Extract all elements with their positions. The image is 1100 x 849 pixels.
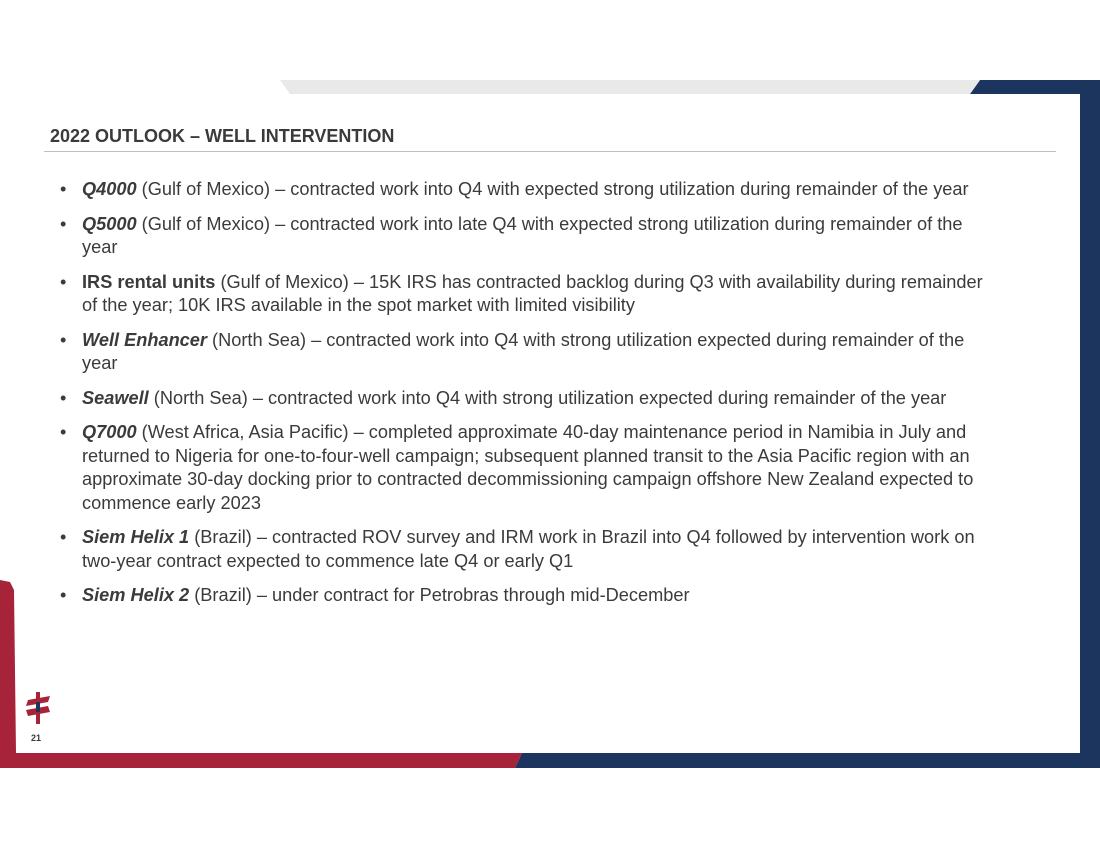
bullet-text: (Brazil) – contracted ROV survey and IRM work in Brazil into Q4 followed by intervention work on two-year contract expected to commence late Q4 or early Q1 xyxy=(82,527,975,571)
vessel-name: IRS rental units xyxy=(82,271,216,292)
bullet-text: (West Africa, Asia Pacific) – completed approximate 40-day maintenance period in Namibia in July and returned to Nigeria for one-to-four-well campaign; subsequent planned transit to the Asia Pacific region with an approximate 30-day docking prior to contracted decommissioning campaign offshore New Zealand expected to commence early 2023 xyxy=(82,422,974,513)
bullet-dot: • xyxy=(60,213,67,234)
bullet-dot: • xyxy=(60,179,67,199)
title-divider xyxy=(44,151,1056,152)
vessel-name: Siem Helix 2 xyxy=(82,585,190,605)
bullet-dot: • xyxy=(60,585,67,605)
page-number: 21 xyxy=(31,733,42,743)
vessel-name: Well Enhancer xyxy=(82,329,207,350)
bullet-text: (Gulf of Mexico) – contracted work into late Q4 with expected strong utilization during remainder of the year xyxy=(82,213,963,257)
helix-logo-icon xyxy=(24,692,52,724)
bullet-text: (North Sea) – contracted work into Q4 with strong utilization expected during remainder of the year xyxy=(82,329,965,373)
bullet-dot: • xyxy=(60,527,67,547)
page-title: 2022 OUTLOOK – WELL INTERVENTION xyxy=(50,126,395,146)
bullet-dot: • xyxy=(60,271,67,292)
bullet-text: (Gulf of Mexico) – 15K IRS has contracted backlog during Q3 with availability during remainder of the year; 10K IRS available in the spot market with limited visibility xyxy=(82,271,983,315)
slide xyxy=(0,80,1100,768)
vessel-name: Seawell xyxy=(82,387,149,408)
list-item xyxy=(60,526,1000,573)
list-item xyxy=(60,421,1000,515)
vessel-name: Siem Helix 1 xyxy=(82,527,190,547)
list-item xyxy=(60,329,1000,376)
list-item xyxy=(60,178,1000,202)
list-item xyxy=(60,213,1000,260)
red-left-band-front xyxy=(0,580,16,753)
navy-bottom-band xyxy=(515,753,1100,768)
grey-top-band xyxy=(280,80,980,94)
red-bottom-band xyxy=(0,753,522,768)
list-item xyxy=(60,387,1000,411)
bullet-dot: • xyxy=(60,387,67,408)
bullet-dot: • xyxy=(60,329,67,350)
bullet-text: (Gulf of Mexico) – contracted work into Q4 with expected strong utilization during remainder of the year xyxy=(136,179,969,199)
vessel-name: Q7000 xyxy=(82,422,137,442)
bullet-list xyxy=(60,178,1000,619)
vessel-name: Q4000 xyxy=(82,179,137,199)
vessel-name: Q5000 xyxy=(82,213,137,234)
list-item xyxy=(60,584,1000,608)
bullet-dot: • xyxy=(60,422,67,442)
bullet-text: (Brazil) – under contract for Petrobras through mid-December xyxy=(189,585,690,605)
list-item xyxy=(60,271,1000,318)
bullet-text: (North Sea) – contracted work into Q4 with strong utilization expected during remainder of the year xyxy=(148,387,947,408)
